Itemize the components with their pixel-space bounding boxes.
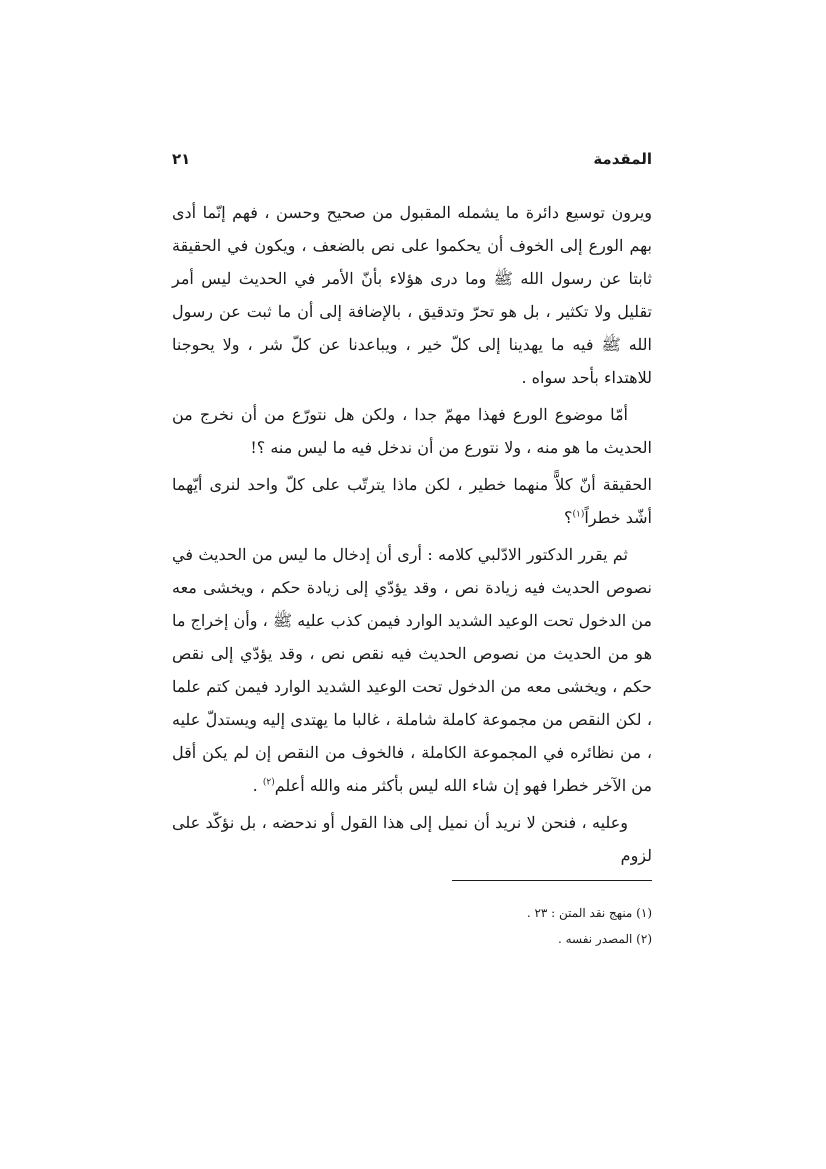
question-tail: ؟	[564, 508, 573, 527]
paragraph-3-text: ثم يقرر الدكتور الادّلبي كلامه : أرى أن إدخال ما ليس من الحديث في نصوص الحديث فيه زيادة نص ، وقد يؤدّي إلى زيادة حكم ، ويخشى معه من الدخول تحت الوعيد الشديد الوارد فيمن كذب عليه ﷺ ، وأن إخراج ما هو من الحديث من نصوص الحديث فيه نقص نص ، وقد يؤدّي إلى نقص حكم ، ويخشى معه من الدخول تحت الوعيد الشديد الوارد فيمن كتم علما ، لكن النقص من مجموعة كاملة شاملة ، غالبا ما يهتدى إليه ويستدلّ عليه ، من نظائره في المجموعة الكاملة ، فالخوف من النقص إن لم يكن أقل من الآخر خطرا فهو إن شاء الله ليس بأكثر منه والله أعلم	[172, 545, 652, 795]
question-text: الحقيقة أنّ كلاًّ منهما خطير ، لكن ماذا يترتّب على كلّ واحد لنرى أيّهما أشّد خطراً	[172, 475, 652, 527]
page-header	[172, 150, 652, 176]
footnote-2: (٢) المصدر نفسه .	[557, 932, 652, 946]
body-text	[172, 196, 652, 876]
footnote-divider	[452, 880, 652, 881]
footnote-ref-2[interactable]: (٢)	[262, 777, 275, 788]
footnotes	[172, 900, 652, 952]
paragraph-question	[172, 468, 652, 534]
paragraph-2: أمّا موضوع الورع فهذا مهمّ جدا ، ولكن هل نتورّع من أن نخرج من الحديث ما هو منه ، ولا نتورع من أن ندخل فيه ما ليس منه ؟!	[172, 405, 652, 457]
page-number: ٢١	[172, 150, 191, 168]
footnote-ref-1[interactable]: (١)	[572, 509, 585, 520]
footnote-1: (١) منهج نقد المتن : ٢٣ .	[526, 906, 652, 920]
running-title: المقدمة	[593, 150, 652, 168]
paragraph-3-tail: .	[252, 776, 263, 795]
paragraph-4: وعليه ، فنحن لا نريد أن نميل إلى هذا القول أو ندحضه ، بل نؤكّد على لزوم	[172, 813, 652, 865]
paragraph-1: ويرون توسيع دائرة ما يشمله المقبول من صحيح وحسن ، فهم إنّما أدى بهم الورع إلى الخوف أن يحكموا على نص بالضعف ، ويكون في الحقيقة ثابتا عن رسول الله ﷺ وما درى هؤلاء بأنّ الأمر في الحديث ليس أمر تقليل ولا تكثير ، بل هو تحرّ وتدقيق ، بالإضافة إلى أن ما ثبت عن رسول الله ﷺ فيه ما يهدينا إلى كلّ خير ، ويباعدنا عن كلّ شر ، ولا يحوجنا للاهتداء بأحد سواه .	[172, 203, 652, 387]
paragraph-3	[172, 538, 652, 802]
